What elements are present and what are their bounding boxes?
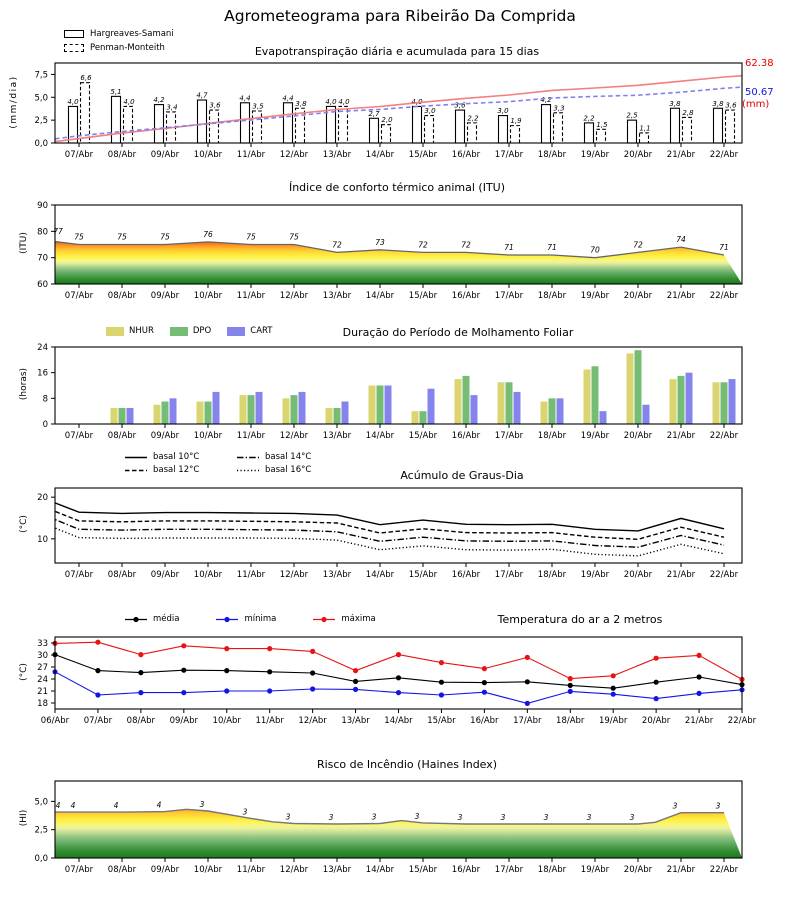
svg-text:07/Abr: 07/Abr [64, 431, 94, 441]
molhamento-legend [106, 326, 273, 336]
svg-text:2,2: 2,2 [583, 114, 595, 123]
svg-text:75: 75 [117, 232, 127, 242]
svg-text:4,2: 4,2 [540, 96, 552, 105]
svg-text:08/Abr: 08/Abr [107, 150, 137, 160]
graus-plot [36, 488, 742, 580]
svg-text:20/Abr: 20/Abr [623, 431, 653, 441]
legend-label: mínima [244, 614, 277, 624]
svg-text:13/Abr: 13/Abr [322, 431, 352, 441]
svg-text:4,0: 4,0 [411, 97, 423, 106]
dashed-bar-swatch-icon [64, 44, 84, 52]
svg-text:15/Abr: 15/Abr [408, 865, 438, 875]
svg-text:75: 75 [160, 232, 170, 242]
svg-text:3,5: 3,5 [252, 102, 264, 111]
svg-text:07/Abr: 07/Abr [83, 716, 113, 726]
solid-line-icon [124, 453, 148, 462]
svg-text:11/Abr: 11/Abr [236, 150, 266, 160]
svg-text:0,0: 0,0 [34, 854, 48, 864]
svg-text:14/Abr: 14/Abr [365, 431, 395, 441]
svg-text:16/Abr: 16/Abr [451, 570, 481, 580]
svg-text:3,8: 3,8 [295, 99, 307, 108]
svg-text:24: 24 [37, 675, 48, 685]
svg-text:16/Abr: 16/Abr [451, 150, 481, 160]
svg-text:20/Abr: 20/Abr [623, 150, 653, 160]
svg-text:07/Abr: 07/Abr [64, 150, 94, 160]
svg-text:21/Abr: 21/Abr [666, 431, 696, 441]
svg-text:60: 60 [37, 280, 48, 290]
svg-text:11/Abr: 11/Abr [236, 865, 266, 875]
solid-bar-swatch-icon [64, 30, 84, 38]
svg-text:11/Abr: 11/Abr [236, 570, 266, 580]
svg-text:18/Abr: 18/Abr [537, 570, 567, 580]
svg-text:1,1: 1,1 [639, 124, 651, 133]
evapo-legend [64, 29, 174, 57]
svg-text:2,5: 2,5 [626, 111, 638, 120]
svg-text:3: 3 [371, 812, 377, 822]
nhur-swatch-icon [106, 327, 124, 336]
svg-text:75: 75 [246, 232, 256, 242]
svg-text:4: 4 [113, 801, 119, 811]
svg-text:21/Abr: 21/Abr [666, 291, 696, 301]
svg-text:90: 90 [37, 201, 48, 211]
itu-title: Índice de conforto térmico animal (ITU) [288, 181, 506, 194]
svg-text:16/Abr: 16/Abr [451, 865, 481, 875]
svg-text:17/Abr: 17/Abr [494, 150, 524, 160]
svg-text:10/Abr: 10/Abr [193, 431, 223, 441]
svg-text:20/Abr: 20/Abr [623, 291, 653, 301]
legend-item-media [124, 614, 179, 624]
svg-text:70: 70 [590, 245, 600, 255]
svg-text:10/Abr: 10/Abr [212, 716, 241, 726]
svg-text:3,3: 3,3 [553, 104, 565, 113]
svg-text:80: 80 [37, 227, 48, 238]
svg-text:3,6: 3,6 [454, 101, 466, 110]
svg-text:18/Abr: 18/Abr [537, 150, 567, 160]
legend-item-minima [215, 614, 276, 624]
svg-text:3,6: 3,6 [209, 101, 221, 110]
svg-text:19/Abr: 19/Abr [580, 431, 610, 441]
svg-text:5,0: 5,0 [34, 93, 48, 104]
svg-text:3: 3 [500, 813, 506, 823]
svg-text:13/Abr: 13/Abr [341, 716, 370, 726]
media-marker-icon [124, 615, 148, 624]
haines-plot [34, 781, 742, 875]
svg-text:4: 4 [70, 801, 76, 811]
svg-text:2,2: 2,2 [467, 114, 479, 123]
svg-text:20/Abr: 20/Abr [623, 865, 653, 875]
cumulative-hs-end-value: 62.38 [745, 58, 774, 69]
svg-text:4: 4 [156, 800, 162, 810]
svg-text:14/Abr: 14/Abr [384, 716, 413, 726]
svg-text:13/Abr: 13/Abr [322, 570, 352, 580]
svg-text:3: 3 [586, 813, 592, 823]
svg-text:19/Abr: 19/Abr [598, 716, 628, 726]
svg-text:4: 4 [55, 801, 61, 811]
svg-text:14/Abr: 14/Abr [365, 570, 395, 580]
legend-item-basal14 [236, 452, 348, 462]
svg-text:21/Abr: 21/Abr [666, 150, 696, 160]
svg-text:6,6: 6,6 [80, 74, 92, 83]
svg-text:15/Abr: 15/Abr [408, 291, 438, 301]
svg-text:21: 21 [37, 687, 48, 697]
graus-legend [124, 452, 348, 475]
svg-text:08/Abr: 08/Abr [126, 716, 156, 726]
cart-swatch-icon [227, 327, 245, 336]
graus-ylabel: (°C) [19, 515, 29, 533]
legend-item-basal16 [236, 465, 348, 475]
legend-item-maxima [312, 614, 375, 624]
svg-text:3: 3 [199, 800, 205, 810]
svg-text:08/Abr: 08/Abr [107, 570, 137, 580]
evapo-title: Evapotranspiração diária e acumulada para 15 dias [254, 45, 540, 58]
svg-text:3,0: 3,0 [424, 107, 436, 116]
dashdot-line-icon [236, 453, 260, 462]
legend-label: máxima [341, 614, 376, 624]
svg-text:16: 16 [37, 368, 48, 379]
legend-item-dpo [170, 326, 211, 336]
dpo-swatch-icon [170, 327, 188, 336]
svg-text:14/Abr: 14/Abr [365, 865, 395, 875]
svg-text:30: 30 [37, 651, 48, 661]
svg-text:3: 3 [285, 812, 291, 822]
svg-text:4,4: 4,4 [239, 94, 251, 103]
legend-label: basal 16°C [265, 465, 312, 475]
svg-text:3: 3 [672, 801, 678, 811]
svg-text:3: 3 [457, 813, 463, 823]
svg-text:5,1: 5,1 [110, 87, 122, 96]
svg-text:11/Abr: 11/Abr [255, 716, 284, 726]
svg-text:15/Abr: 15/Abr [408, 431, 438, 441]
legend-item-hargreaves [64, 29, 174, 39]
svg-text:22/Abr: 22/Abr [709, 865, 739, 875]
svg-text:22/Abr: 22/Abr [709, 150, 739, 160]
svg-text:11/Abr: 11/Abr [236, 291, 266, 301]
svg-text:70: 70 [37, 253, 48, 264]
svg-text:2,7: 2,7 [368, 109, 380, 118]
svg-text:20/Abr: 20/Abr [641, 716, 671, 726]
svg-text:07/Abr: 07/Abr [64, 291, 94, 301]
svg-text:12/Abr: 12/Abr [279, 865, 309, 875]
svg-text:21/Abr: 21/Abr [684, 716, 714, 726]
svg-text:77: 77 [53, 227, 63, 237]
svg-text:74: 74 [676, 235, 686, 245]
svg-text:12/Abr: 12/Abr [298, 716, 327, 726]
legend-item-cart [227, 326, 272, 336]
svg-text:13/Abr: 13/Abr [322, 291, 352, 301]
svg-text:08/Abr: 08/Abr [107, 291, 137, 301]
svg-text:76: 76 [203, 229, 213, 239]
svg-text:24: 24 [37, 343, 48, 353]
svg-text:22/Abr: 22/Abr [709, 431, 739, 441]
svg-text:72: 72 [332, 240, 342, 250]
svg-text:20/Abr: 20/Abr [623, 570, 653, 580]
svg-text:08/Abr: 08/Abr [107, 431, 137, 441]
legend-label: CART [250, 326, 273, 336]
molhamento-title: Duração do Período de Molhamento Foliar [342, 326, 574, 339]
svg-text:18/Abr: 18/Abr [537, 865, 567, 875]
svg-text:3: 3 [242, 807, 248, 817]
svg-text:8: 8 [42, 394, 48, 405]
svg-text:71: 71 [547, 243, 557, 253]
svg-text:14/Abr: 14/Abr [365, 150, 395, 160]
cumulative-unit: (mm) [742, 99, 770, 110]
svg-text:15/Abr: 15/Abr [408, 150, 438, 160]
svg-text:4,0: 4,0 [325, 97, 337, 106]
graus-title: Acúmulo de Graus-Dia [400, 469, 524, 482]
temp-legend [124, 614, 376, 624]
svg-text:12/Abr: 12/Abr [279, 291, 309, 301]
svg-text:75: 75 [289, 232, 299, 242]
svg-text:3,4: 3,4 [166, 103, 178, 112]
svg-text:12/Abr: 12/Abr [279, 570, 309, 580]
svg-text:19/Abr: 19/Abr [580, 570, 610, 580]
svg-text:10/Abr: 10/Abr [193, 570, 223, 580]
svg-text:15/Abr: 15/Abr [427, 716, 456, 726]
svg-text:3: 3 [543, 813, 549, 823]
svg-text:17/Abr: 17/Abr [494, 570, 524, 580]
legend-label: basal 12°C [153, 465, 200, 475]
svg-text:0,0: 0,0 [34, 139, 48, 149]
evapo-plot [34, 63, 742, 160]
svg-text:3,0: 3,0 [497, 107, 509, 116]
svg-text:10/Abr: 10/Abr [193, 291, 223, 301]
svg-text:3,8: 3,8 [712, 99, 724, 108]
legend-item-basal10 [124, 452, 236, 462]
maxima-marker-icon [312, 615, 336, 624]
svg-text:75: 75 [74, 232, 84, 242]
svg-text:71: 71 [504, 243, 514, 253]
svg-text:27: 27 [37, 663, 48, 673]
itu-ylabel: (ITU) [19, 232, 29, 254]
svg-text:73: 73 [375, 237, 385, 247]
svg-text:09/Abr: 09/Abr [150, 291, 180, 301]
svg-text:4,0: 4,0 [123, 97, 135, 106]
itu-plot [36, 201, 742, 301]
molhamento-plot [37, 343, 742, 441]
svg-text:71: 71 [719, 243, 729, 253]
svg-text:4,0: 4,0 [338, 97, 350, 106]
svg-text:16/Abr: 16/Abr [470, 716, 499, 726]
svg-text:3: 3 [629, 813, 635, 823]
molhamento-ylabel: (horas) [19, 367, 29, 401]
svg-text:72: 72 [633, 240, 643, 250]
haines-ylabel: (HI) [19, 809, 29, 827]
svg-text:10/Abr: 10/Abr [193, 150, 223, 160]
svg-text:18/Abr: 18/Abr [537, 291, 567, 301]
svg-text:09/Abr: 09/Abr [150, 150, 180, 160]
svg-text:11/Abr: 11/Abr [236, 431, 266, 441]
svg-text:21/Abr: 21/Abr [666, 865, 696, 875]
cumulative-pm-end-value: 50.67 [745, 87, 774, 98]
svg-text:10/Abr: 10/Abr [193, 865, 223, 875]
svg-text:17/Abr: 17/Abr [513, 716, 542, 726]
svg-text:3,8: 3,8 [669, 99, 681, 108]
svg-text:33: 33 [37, 639, 48, 649]
temp-title: Temperatura do ar a 2 metros [497, 613, 663, 626]
svg-text:4,4: 4,4 [282, 94, 294, 103]
dashed-line-icon [124, 466, 148, 475]
evapo-ylabel: (mm/dia) [9, 75, 19, 129]
svg-text:7,5: 7,5 [34, 70, 48, 81]
legend-label: Penman-Monteith [90, 43, 165, 53]
page-title: Agrometeograma para Ribeirão Da Comprida [224, 7, 576, 25]
svg-text:1,9: 1,9 [510, 117, 522, 126]
svg-text:09/Abr: 09/Abr [150, 570, 180, 580]
svg-text:07/Abr: 07/Abr [64, 865, 94, 875]
svg-text:06/Abr: 06/Abr [40, 716, 70, 726]
svg-text:18/Abr: 18/Abr [537, 431, 567, 441]
temp-ylabel: (°C) [19, 663, 29, 681]
svg-text:22/Abr: 22/Abr [709, 291, 739, 301]
svg-text:2,0: 2,0 [381, 116, 393, 125]
svg-text:17/Abr: 17/Abr [494, 865, 524, 875]
svg-text:0: 0 [42, 420, 48, 430]
legend-item-basal12 [124, 465, 236, 475]
svg-text:20: 20 [37, 493, 48, 504]
svg-text:12/Abr: 12/Abr [279, 150, 309, 160]
legend-label: Hargreaves-Samani [90, 29, 174, 39]
svg-text:2,8: 2,8 [682, 108, 694, 117]
svg-text:19/Abr: 19/Abr [580, 291, 610, 301]
svg-text:08/Abr: 08/Abr [107, 865, 137, 875]
svg-text:4,0: 4,0 [67, 97, 79, 106]
svg-text:10: 10 [37, 534, 48, 545]
svg-text:19/Abr: 19/Abr [580, 865, 610, 875]
minima-marker-icon [215, 615, 239, 624]
svg-text:3,6: 3,6 [725, 101, 737, 110]
svg-text:3: 3 [715, 801, 721, 811]
svg-text:4,2: 4,2 [153, 96, 165, 105]
svg-text:14/Abr: 14/Abr [365, 291, 395, 301]
svg-text:4,7: 4,7 [196, 91, 208, 100]
temp-plot [37, 637, 757, 726]
legend-label: DPO [192, 326, 212, 336]
svg-text:09/Abr: 09/Abr [150, 431, 180, 441]
legend-item-penman [64, 43, 174, 53]
svg-text:16/Abr: 16/Abr [451, 431, 481, 441]
svg-text:3: 3 [328, 813, 334, 823]
legend-label: NHUR [129, 326, 154, 336]
svg-text:16/Abr: 16/Abr [451, 291, 481, 301]
legend-label: basal 10°C [153, 452, 200, 462]
svg-text:12/Abr: 12/Abr [279, 431, 309, 441]
svg-text:13/Abr: 13/Abr [322, 150, 352, 160]
svg-text:21/Abr: 21/Abr [666, 570, 696, 580]
svg-text:2,5: 2,5 [34, 825, 48, 836]
svg-text:2,5: 2,5 [34, 116, 48, 127]
svg-text:09/Abr: 09/Abr [169, 716, 199, 726]
svg-text:1,5: 1,5 [596, 120, 608, 129]
svg-text:72: 72 [418, 240, 428, 250]
svg-text:18/Abr: 18/Abr [556, 716, 585, 726]
svg-text:17/Abr: 17/Abr [494, 291, 524, 301]
svg-text:22/Abr: 22/Abr [709, 570, 739, 580]
svg-text:09/Abr: 09/Abr [150, 865, 180, 875]
svg-text:13/Abr: 13/Abr [322, 865, 352, 875]
svg-text:17/Abr: 17/Abr [494, 431, 524, 441]
legend-label: basal 14°C [265, 452, 312, 462]
svg-text:19/Abr: 19/Abr [580, 150, 610, 160]
legend-label: média [153, 614, 180, 624]
svg-text:5,0: 5,0 [34, 797, 48, 808]
legend-item-nhur [106, 326, 154, 336]
svg-text:18: 18 [37, 699, 48, 709]
svg-text:07/Abr: 07/Abr [64, 570, 94, 580]
svg-text:72: 72 [461, 240, 471, 250]
haines-title: Risco de Incêndio (Haines Index) [316, 758, 498, 771]
dotted-line-icon [236, 466, 260, 475]
svg-text:15/Abr: 15/Abr [408, 570, 438, 580]
svg-text:3: 3 [414, 811, 420, 821]
svg-text:22/Abr: 22/Abr [727, 716, 757, 726]
